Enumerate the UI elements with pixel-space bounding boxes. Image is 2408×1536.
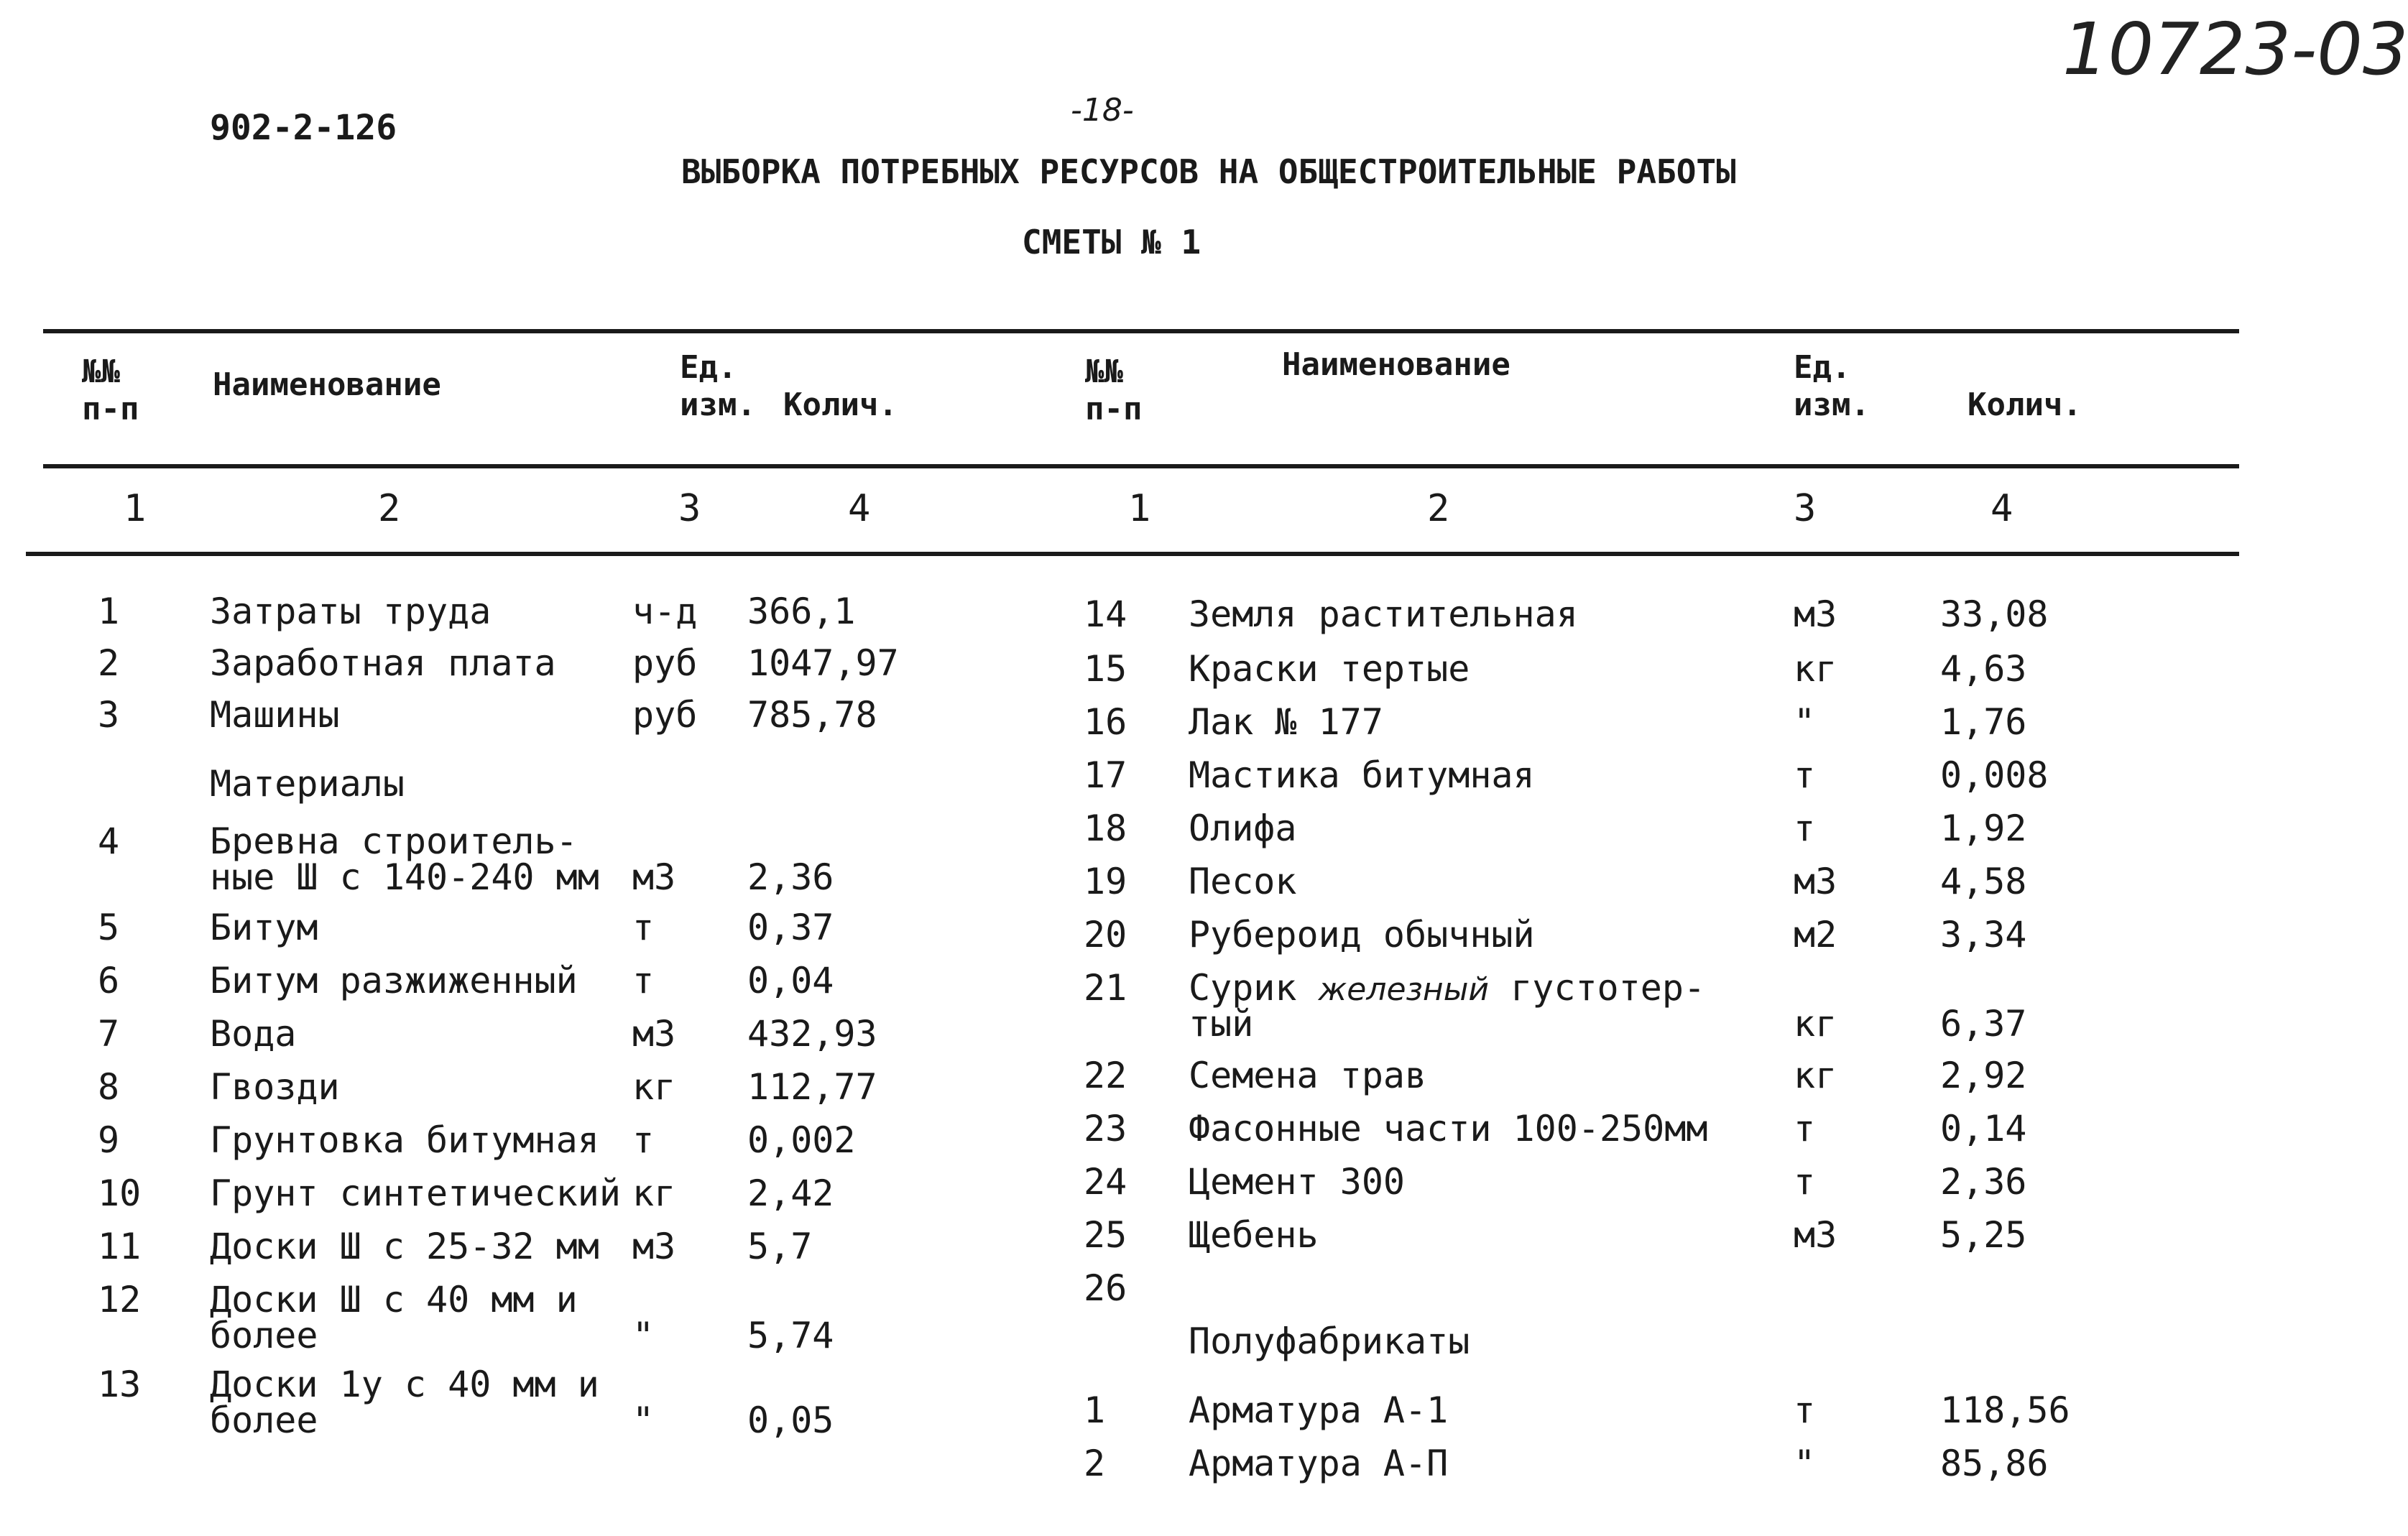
quantity: 1047,97 [747,642,899,684]
unit: " [1794,1443,1816,1484]
quantity: 2,36 [747,856,834,898]
quantity: 1,76 [1940,701,2027,743]
unit: руб [632,642,698,684]
item-name: Цемент 300 [1189,1161,1406,1203]
quantity: 2,42 [747,1172,834,1214]
item-name: Гвозди [210,1066,340,1108]
item-name: Фасонные части 100-250мм [1189,1108,1708,1149]
quantity: 33,08 [1940,593,2049,635]
row-number: 13 [98,1364,142,1405]
item-name: Затраты труда [210,591,492,632]
unit: т [632,907,655,948]
quantity: 1,92 [1940,808,2027,849]
item-name: Песок [1189,861,1297,902]
item-name: Грунтовка битумная [210,1119,599,1161]
unit: т [1794,1161,1816,1203]
quantity: 4,58 [1940,861,2027,902]
quantity: 785,78 [747,694,877,736]
item-name: тый [1189,1003,1254,1045]
unit: т [1794,754,1816,796]
row-number: 23 [1084,1108,1127,1149]
quantity: 2,36 [1940,1161,2027,1203]
table-top-rule [43,329,2239,333]
quantity: 432,93 [747,1013,877,1055]
item-name: Бревна строитель- [210,820,578,862]
quantity: 0,14 [1940,1108,2027,1149]
quantity: 6,37 [1940,1003,2027,1045]
quantity: 0,002 [747,1119,856,1161]
quantity: 4,63 [1940,648,2027,690]
quantity: 0,04 [747,960,834,1001]
page-subtitle: СМЕТЫ № 1 [1022,223,1201,262]
item-name: Грунт синтетический [210,1172,621,1214]
handwritten-insertion: железный [1318,971,1490,1008]
row-number: 16 [1084,701,1127,743]
unit: кг [1794,1055,1837,1096]
column-numbers-rule [26,552,2239,556]
left-col-number-4: 4 [848,487,871,530]
row-number: 17 [1084,754,1127,796]
row-number: 1 [98,591,120,632]
row-number: 14 [1084,593,1127,635]
row-number: 18 [1084,808,1127,849]
row-number: 2 [98,642,120,684]
unit: т [1794,1108,1816,1149]
unit: кг [632,1172,676,1214]
row-number: 24 [1084,1161,1127,1203]
item-name: Доски Ш с 25-32 мм [210,1226,599,1267]
quantity: 366,1 [747,591,856,632]
quantity: 5,74 [747,1315,834,1356]
right-col-number-3: 3 [1794,487,1817,530]
unit: т [632,960,655,1001]
right-col-number-1: 1 [1128,487,1151,530]
quantity: 118,56 [1940,1389,2070,1431]
item-name: Полуфабрикаты [1189,1320,1470,1362]
unit: ч-д [632,591,698,632]
right-header-number: №№ п-п [1085,353,1143,427]
unit: м3 [632,1226,676,1267]
item-name: Краски тертые [1189,648,1470,690]
left-col-number-1: 1 [124,487,147,530]
quantity: 85,86 [1940,1443,2049,1484]
row-number: 8 [98,1066,120,1108]
left-header-name: Наименование [213,366,441,403]
unit: " [632,1399,655,1441]
unit: м3 [1794,593,1837,635]
row-number: 11 [98,1226,142,1267]
right-col-number-2: 2 [1427,487,1450,530]
unit: т [1794,808,1816,849]
left-col-number-2: 2 [378,487,401,530]
item-name: ные Ш с 140-240 мм [210,856,599,898]
row-number: 7 [98,1013,120,1055]
row-number: 6 [98,960,120,1001]
right-col-number-4: 4 [1990,487,2013,530]
header-bottom-rule [43,464,2239,468]
unit: м3 [632,1013,676,1055]
item-name: Земля растительная [1189,593,1578,635]
row-number: 26 [1084,1267,1127,1309]
right-header-qty: Колич. [1968,387,2082,423]
unit: м3 [1794,1214,1837,1256]
item-name: Битум разжиженный [210,960,578,1001]
left-col-number-3: 3 [678,487,701,530]
item-name: более [210,1399,318,1441]
item-name: более [210,1315,318,1356]
quantity: 2,92 [1940,1055,2027,1096]
row-number: 10 [98,1172,142,1214]
quantity: 112,77 [747,1066,877,1108]
item-name: Битум [210,907,318,948]
row-number: 5 [98,907,120,948]
item-name: Заработная плата [210,642,556,684]
row-number: 9 [98,1119,120,1161]
row-number: 15 [1084,648,1127,690]
unit: м3 [632,856,676,898]
unit: м2 [1794,914,1837,956]
quantity: 0,008 [1940,754,2049,796]
right-header-unit: Ед. изм. [1794,349,1870,423]
row-number: 2 [1084,1443,1106,1484]
left-header-number: №№ п-п [82,353,139,427]
row-number: 1 [1084,1389,1106,1431]
left-header-unit: Ед. изм. [680,349,756,423]
row-number: 22 [1084,1055,1127,1096]
quantity: 3,34 [1940,914,2027,956]
page-number: -18- [1071,92,1134,129]
unit: т [1794,1389,1816,1431]
row-number: 21 [1084,967,1127,1009]
item-name: Щебень [1189,1214,1319,1256]
quantity: 5,25 [1940,1214,2027,1256]
quantity: 5,7 [747,1226,813,1267]
quantity: 0,05 [747,1399,834,1441]
item-name: Семена трав [1189,1055,1427,1096]
item-name: Рубероид обычный [1189,914,1535,956]
item-name: Мастика битумная [1189,754,1535,796]
item-name: Материалы [210,763,405,805]
row-number: 12 [98,1279,142,1320]
unit: " [632,1315,655,1356]
archive-stamp: 10723-03 [2062,7,2408,91]
item-name: Вода [210,1013,297,1055]
right-header-name: Наименование [1282,346,1510,383]
unit: кг [1794,1003,1837,1045]
unit: т [632,1119,655,1161]
item-name: Олифа [1189,808,1297,849]
item-name: Доски Ш с 40 мм и [210,1279,578,1320]
item-name: Доски 1у с 40 мм и [210,1364,599,1405]
document-code: 902-2-126 [210,108,397,148]
unit: " [1794,701,1816,743]
row-number: 4 [98,820,120,862]
item-name: Арматура А-1 [1189,1389,1449,1431]
unit: руб [632,694,698,736]
item-name: Сурик железный густотер- [1189,967,1706,1009]
page-title: ВЫБОРКА ПОТРЕБНЫХ РЕСУРСОВ НА ОБЩЕСТРОИТЕЛЬНЫЕ РАБОТЫ [681,152,1736,191]
row-number: 3 [98,694,120,736]
row-number: 19 [1084,861,1127,902]
left-header-qty: Колич. [783,387,898,423]
item-name: Лак № 177 [1189,701,1383,743]
unit: м3 [1794,861,1837,902]
item-name: Машины [210,694,340,736]
item-name: Арматура А-П [1189,1443,1449,1484]
row-number: 20 [1084,914,1127,956]
unit: кг [1794,648,1837,690]
unit: кг [632,1066,676,1108]
row-number: 25 [1084,1214,1127,1256]
quantity: 0,37 [747,907,834,948]
